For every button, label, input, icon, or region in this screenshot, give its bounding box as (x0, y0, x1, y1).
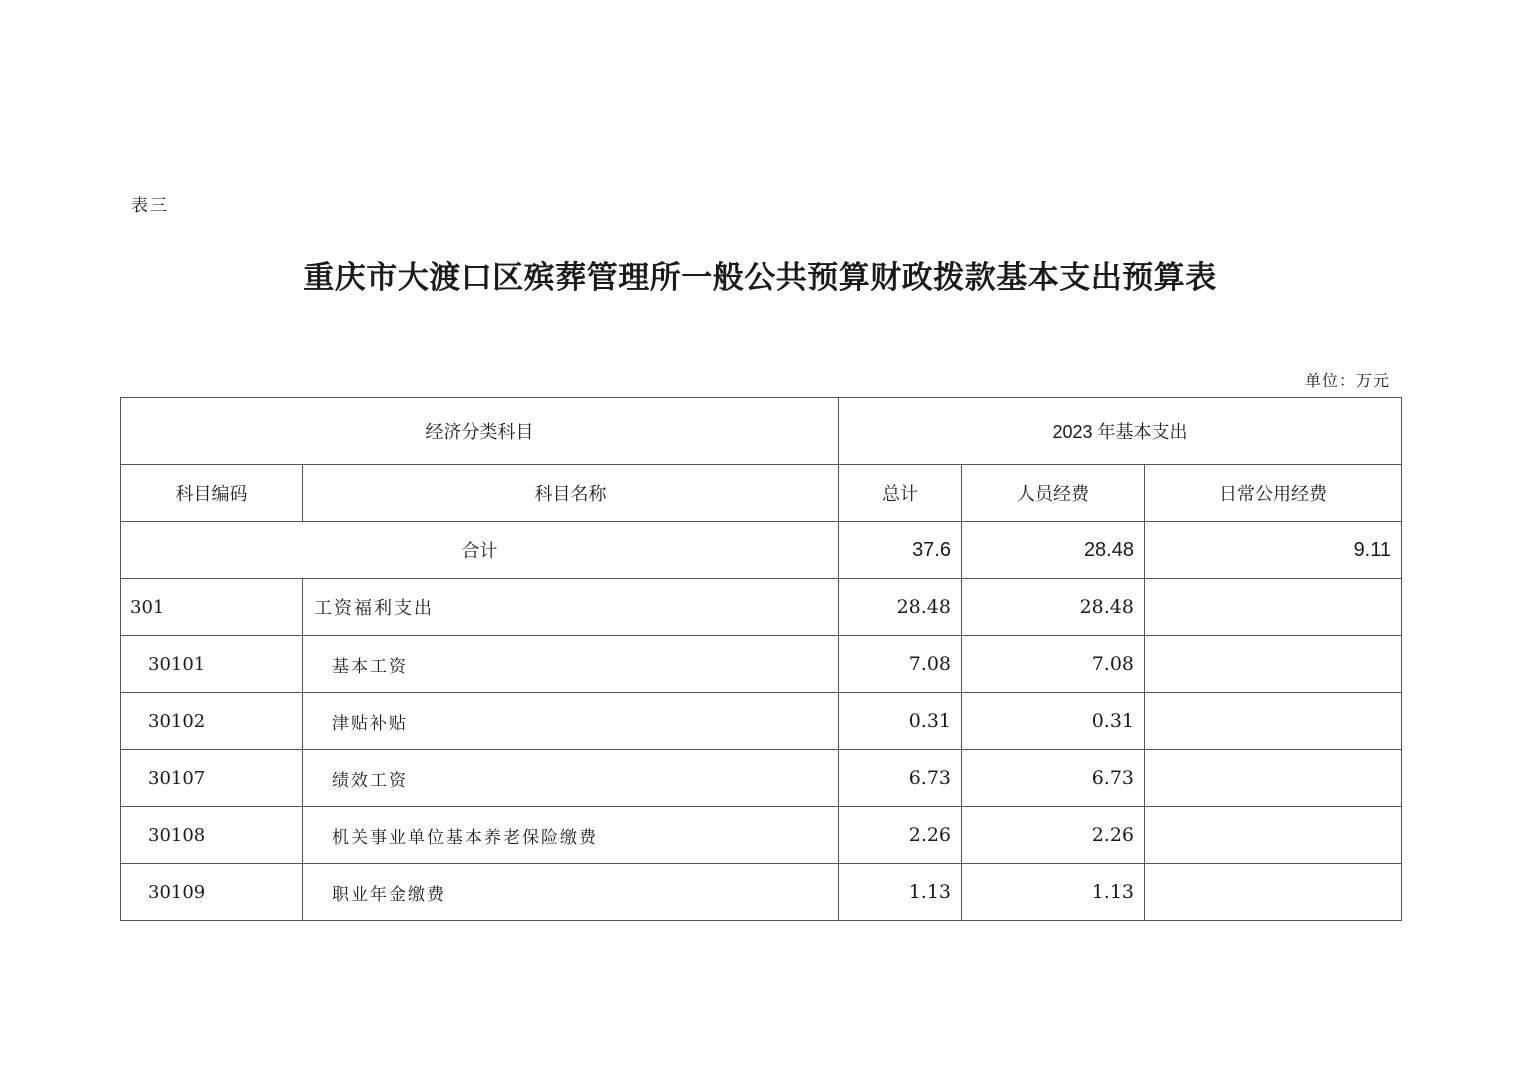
row-total: 28.48 (839, 579, 962, 636)
row-name: 职业年金缴费 (303, 864, 839, 921)
group-header-economic-category: 经济分类科目 (121, 398, 839, 465)
row-name: 津贴补贴 (303, 693, 839, 750)
row-public (1145, 807, 1402, 864)
group-header-basic-expenditure: 2023 年基本支出 (839, 398, 1402, 465)
document-title: 重庆市大渡口区殡葬管理所一般公共预算财政拨款基本支出预算表 (303, 260, 1217, 296)
row-total: 7.08 (839, 636, 962, 693)
table-row (121, 693, 1402, 750)
row-personnel: 0.31 (962, 693, 1145, 750)
table-number-label: 表三 (131, 196, 169, 216)
budget-table (120, 397, 1402, 921)
row-total: 6.73 (839, 750, 962, 807)
row-code: 301 (121, 579, 303, 636)
row-personnel: 28.48 (962, 579, 1145, 636)
column-header-code: 科目编码 (121, 465, 303, 522)
column-header-name: 科目名称 (303, 465, 839, 522)
table-row (121, 864, 1402, 921)
row-total: 1.13 (839, 864, 962, 921)
table-row (121, 636, 1402, 693)
total-row-personnel: 28.48 (962, 522, 1145, 579)
column-header-total: 总计 (839, 465, 962, 522)
row-code: 30101 (121, 636, 303, 693)
row-code: 30107 (121, 750, 303, 807)
row-code: 30109 (121, 864, 303, 921)
column-header-public: 日常公用经费 (1145, 465, 1402, 522)
group-header-row (121, 398, 1402, 465)
table-row (121, 579, 1402, 636)
row-code: 30102 (121, 693, 303, 750)
row-code: 30108 (121, 807, 303, 864)
total-row-public: 9.11 (1145, 522, 1402, 579)
column-header-row (121, 465, 1402, 522)
row-public (1145, 750, 1402, 807)
column-header-personnel: 人员经费 (962, 465, 1145, 522)
table-row (121, 807, 1402, 864)
unit-label: 单位：万元 (1304, 371, 1390, 390)
total-row (121, 522, 1402, 579)
row-public (1145, 693, 1402, 750)
row-personnel: 7.08 (962, 636, 1145, 693)
row-total: 2.26 (839, 807, 962, 864)
row-name: 工资福利支出 (303, 579, 839, 636)
total-row-label: 合计 (121, 522, 839, 579)
row-personnel: 2.26 (962, 807, 1145, 864)
row-personnel: 1.13 (962, 864, 1145, 921)
row-public (1145, 579, 1402, 636)
row-name: 绩效工资 (303, 750, 839, 807)
row-public (1145, 864, 1402, 921)
row-public (1145, 636, 1402, 693)
row-total: 0.31 (839, 693, 962, 750)
table-row (121, 750, 1402, 807)
total-row-total: 37.6 (839, 522, 962, 579)
row-name: 基本工资 (303, 636, 839, 693)
row-personnel: 6.73 (962, 750, 1145, 807)
row-name: 机关事业单位基本养老保险缴费 (303, 807, 839, 864)
